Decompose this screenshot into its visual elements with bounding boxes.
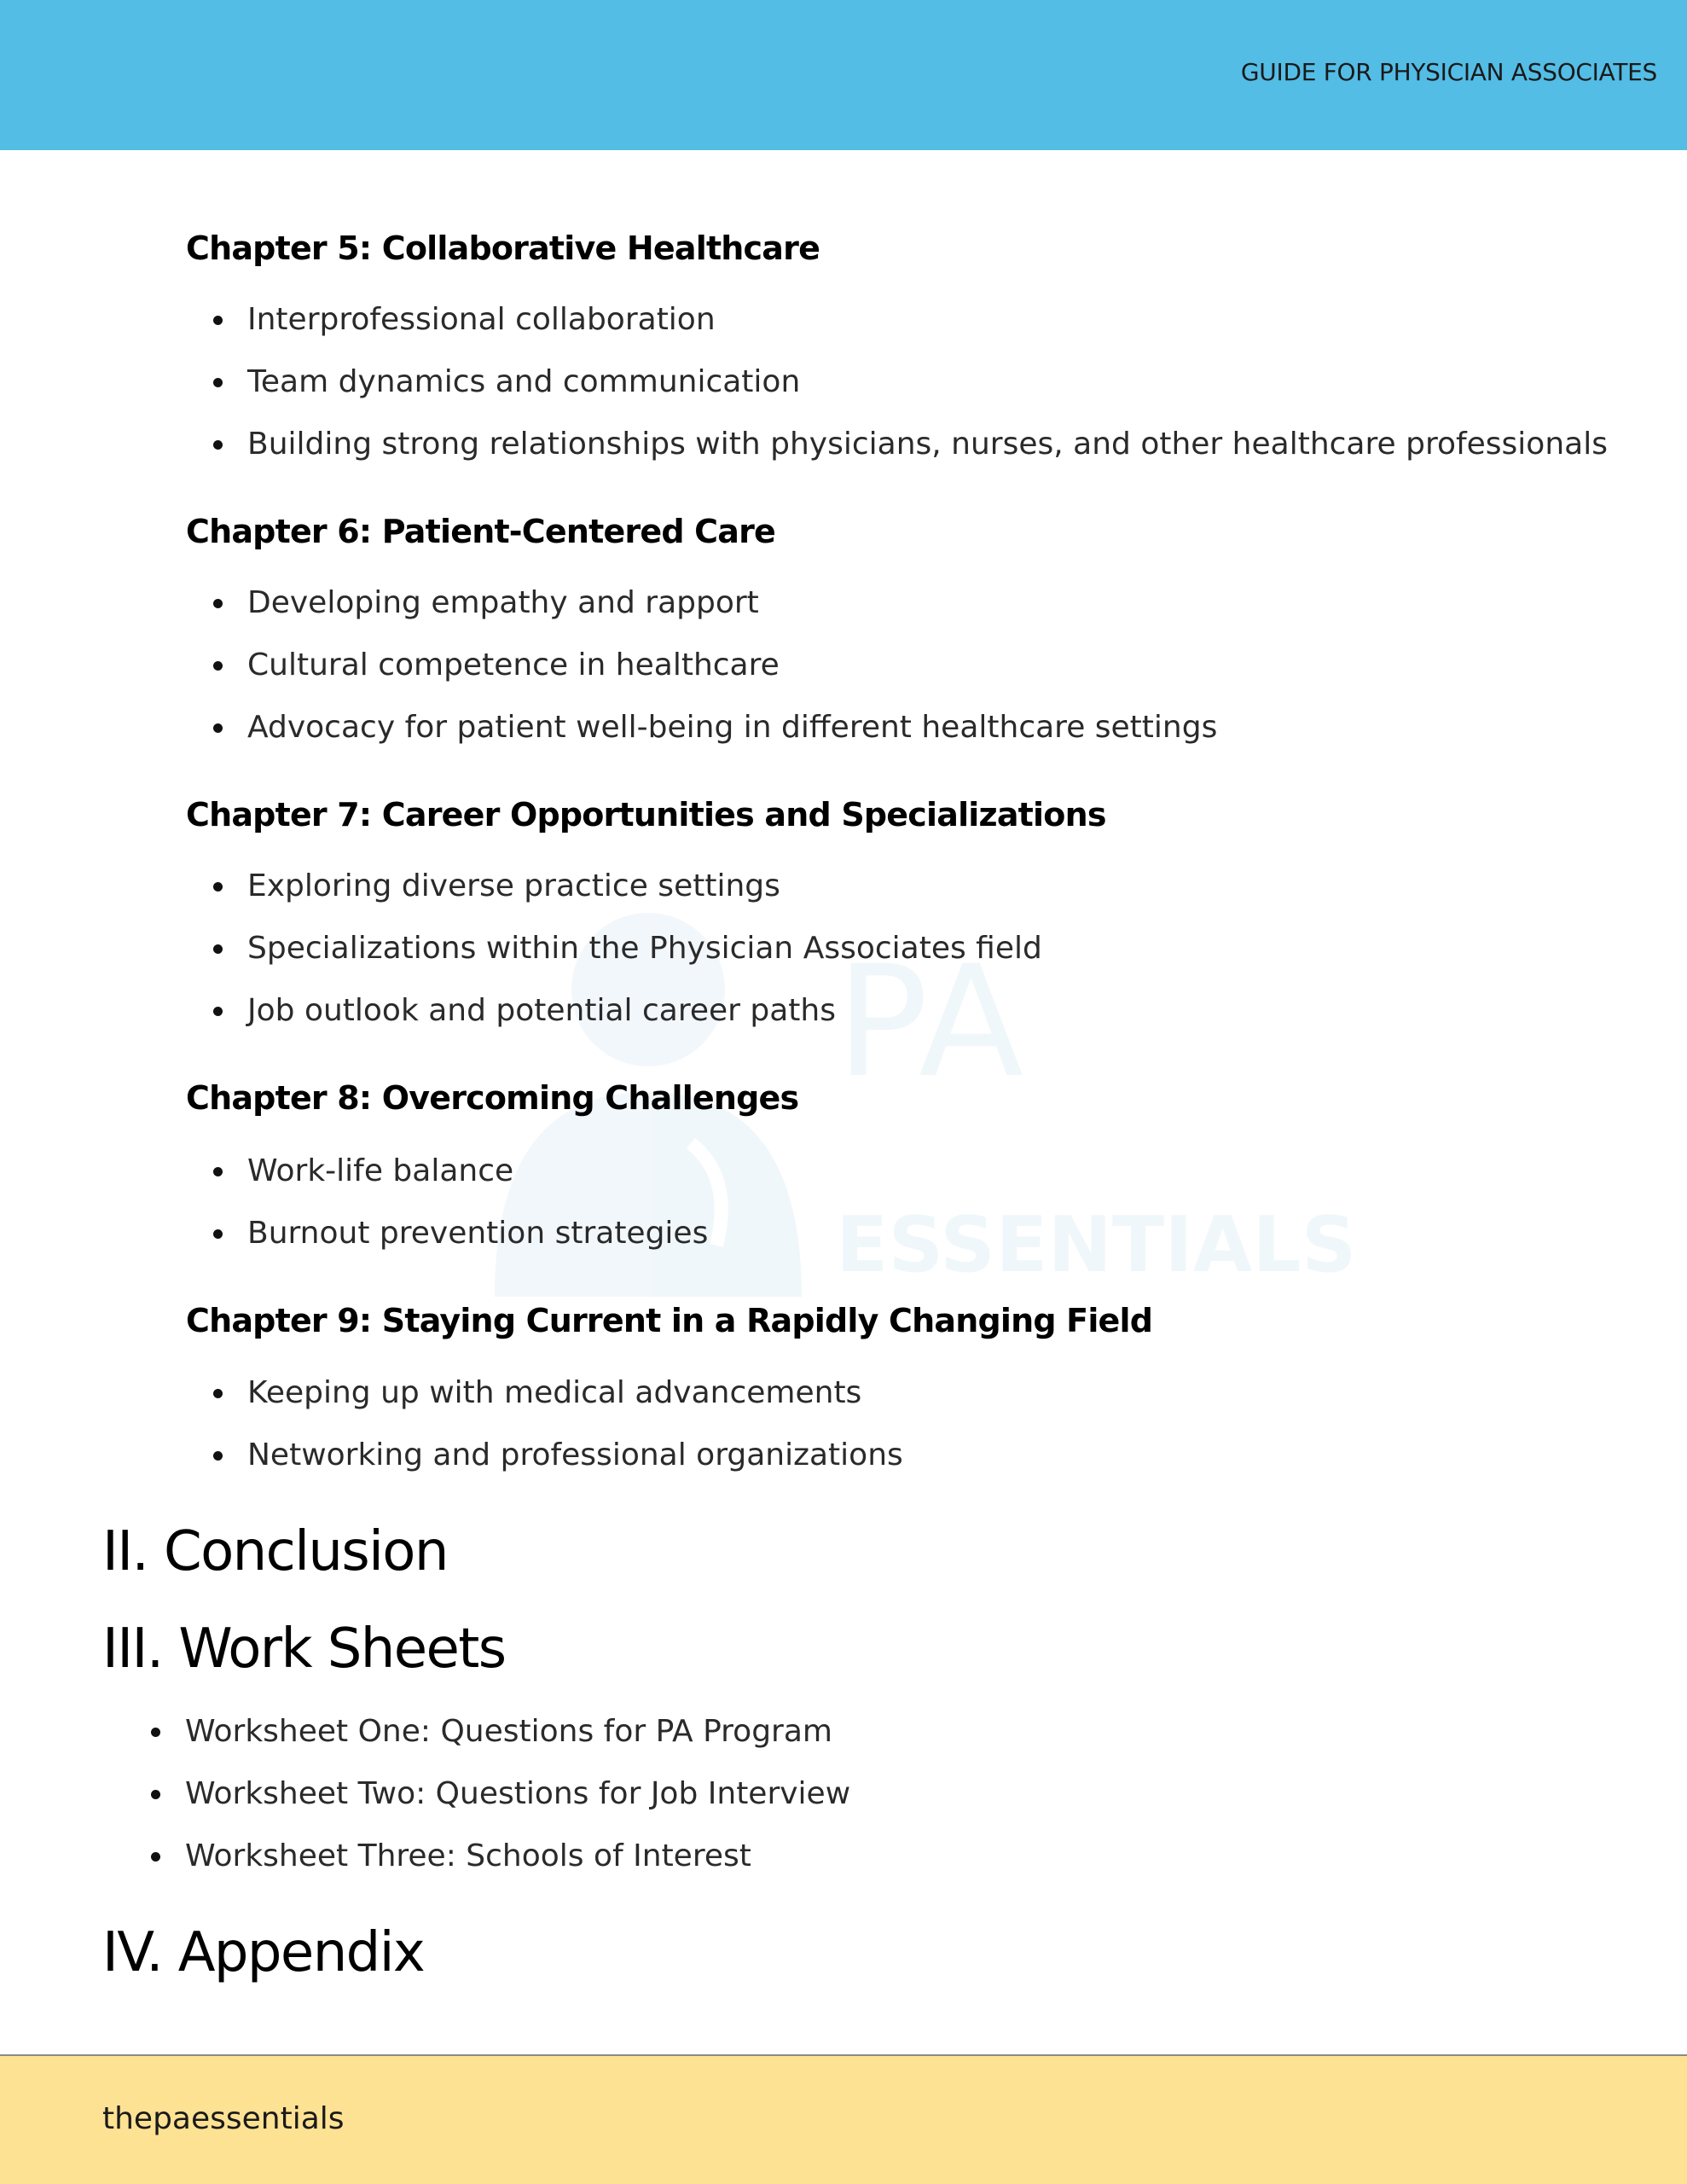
list-item — [186, 979, 1042, 1042]
list-item — [186, 1362, 903, 1424]
list-item — [124, 1825, 850, 1887]
chapter-5-title: Chapter 5: Collaborative Healthcare — [186, 229, 820, 267]
list-item-text: Worksheet One: Questions for PA Program — [185, 1714, 832, 1749]
list-item-text: Advocacy for patient well-being in different healthcare settings — [247, 710, 1218, 745]
footer-text: thepaessentials — [102, 2101, 345, 2136]
worksheets-list — [124, 1700, 850, 1887]
list-item — [186, 634, 1217, 696]
bullet-icon — [213, 882, 223, 892]
bullet-icon — [151, 1728, 160, 1737]
list-item-text: Work-life balance — [247, 1153, 514, 1188]
bullet-icon — [213, 1167, 223, 1176]
svg-text:ESSENTIALS: ESSENTIALS — [836, 1200, 1357, 1290]
bullet-icon — [213, 1389, 223, 1398]
bullet-icon — [213, 378, 223, 387]
list-item — [186, 1424, 903, 1486]
bullet-icon — [213, 316, 223, 325]
bullet-icon — [213, 723, 223, 733]
list-item — [186, 696, 1217, 758]
work-sheets-heading: III. Work Sheets — [102, 1618, 506, 1681]
chapter-9-title: Chapter 9: Staying Current in a Rapidly Changing Field — [186, 1302, 1153, 1339]
bullet-icon — [213, 661, 223, 671]
bullet-icon — [213, 440, 223, 450]
list-item-text: Cultural competence in healthcare — [247, 648, 780, 682]
list-item — [186, 1202, 708, 1264]
appendix-heading: IV. Appendix — [102, 1921, 425, 1984]
list-item — [124, 1763, 850, 1825]
bullet-icon — [213, 1451, 223, 1461]
list-item-text: Networking and professional organizations — [247, 1438, 903, 1472]
conclusion-heading: II. Conclusion — [102, 1520, 448, 1583]
bullet-icon — [213, 1229, 223, 1239]
bullet-icon — [213, 944, 223, 954]
list-item-text: Developing empathy and rapport — [247, 585, 759, 620]
list-item-text: Interprofessional collaboration — [247, 302, 716, 337]
list-item-text: Keeping up with medical advancements — [247, 1375, 862, 1410]
svg-text:PA: PA — [836, 933, 1024, 1112]
list-item-text: Exploring diverse practice settings — [247, 868, 780, 903]
list-item-text: Worksheet Three: Schools of Interest — [185, 1838, 751, 1873]
chapter-5-list — [186, 288, 1608, 475]
list-item — [186, 917, 1042, 979]
list-item — [186, 413, 1608, 475]
bullet-icon — [213, 1007, 223, 1016]
bullet-icon — [151, 1852, 160, 1862]
list-item — [186, 572, 1217, 634]
chapter-8-title: Chapter 8: Overcoming Challenges — [186, 1079, 799, 1117]
list-item-text: Specializations within the Physician Associates field — [247, 931, 1042, 966]
list-item — [186, 351, 1608, 413]
list-item-text: Building strong relationships with physicians, nurses, and other healthcare professionals — [247, 427, 1608, 462]
list-item-text: Worksheet Two: Questions for Job Interview — [185, 1776, 851, 1811]
chapter-6-title: Chapter 6: Patient-Centered Care — [186, 513, 776, 550]
list-item-text: Team dynamics and communication — [247, 364, 801, 399]
list-item — [186, 1140, 708, 1202]
list-item — [186, 855, 1042, 917]
list-item — [186, 288, 1608, 351]
bullet-icon — [213, 599, 223, 608]
chapter-9-list — [186, 1362, 903, 1486]
list-item-text: Burnout prevention strategies — [247, 1216, 709, 1251]
chapter-7-title: Chapter 7: Career Opportunities and Specializations — [186, 796, 1106, 834]
list-item-text: Job outlook and potential career paths — [247, 993, 836, 1028]
header-title: GUIDE FOR PHYSICIAN ASSOCIATES — [1240, 58, 1657, 86]
chapter-7-list — [186, 855, 1042, 1042]
bullet-icon — [151, 1790, 160, 1799]
chapter-8-list — [186, 1140, 708, 1264]
list-item — [124, 1700, 850, 1763]
chapter-6-list — [186, 572, 1217, 758]
